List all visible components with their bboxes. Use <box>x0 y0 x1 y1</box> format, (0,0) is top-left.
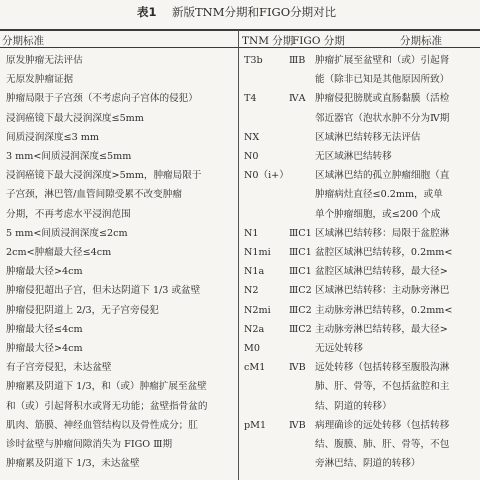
tnm-stage: N2 <box>244 285 259 297</box>
figo-header: FIGO 分期 <box>292 35 345 47</box>
right-criteria-line: 结、腹膜、肺、肝、骨等，不包 <box>315 439 450 450</box>
figo-stage: ⅢC1 <box>289 247 312 258</box>
right-criteria-line: 区域淋巴结转移：局限于盆腔淋 <box>315 227 450 239</box>
figo-stage: ⅢB <box>289 55 306 66</box>
tnm-stage: N1a <box>244 266 265 278</box>
column-divider <box>238 30 239 480</box>
left-criteria-line: 子宫颈，淋巴管/血管间隙受累不改变肿瘤 <box>6 189 182 201</box>
right-criteria-line: 旁淋巴结、阴道的转移） <box>315 458 421 470</box>
tnm-stage: N0（i+） <box>244 170 289 182</box>
right-criteria-line: 肿瘤侵犯膀胱或直肠黏膜（活检 <box>315 93 450 105</box>
right-criteria-line: 远处转移（包括转移至腹股沟淋 <box>315 362 450 374</box>
right-criteria-line: 区域淋巴结转移：主动脉旁淋巴 <box>315 285 450 297</box>
right-criteria-line: 邻近器官（泡状水肿不分为Ⅳ期 <box>315 112 450 124</box>
left-criteria-line: 间质浸润深度≤3 mm <box>6 131 99 143</box>
right-criteria-line: 肺、肝、骨等，不包括盆腔和主 <box>315 381 450 393</box>
left-criteria-line: 分期，不再考虑水平浸润范围 <box>6 208 131 220</box>
figo-stage: ⅣA <box>289 93 306 105</box>
right-criteria-line: 无远处转移 <box>315 343 363 354</box>
left-criteria-line: 浸润癌镜下最大浸润深度≤5mm <box>6 112 144 124</box>
left-criteria-line: 肿瘤最大径>4cm <box>6 343 83 354</box>
left-criteria-line: 无原发肿瘤证据 <box>6 74 74 86</box>
left-criteria-line: 诊时盆壁与肿瘤间隙消失为 FIGO Ⅲ期 <box>6 439 173 450</box>
right-criteria-line: 单个肿瘤细胞，或≤200 个成 <box>315 208 441 220</box>
figo-stage: ⅢC2 <box>289 285 312 297</box>
right-criteria-line: 主动脉旁淋巴结转移，0.2mm< <box>315 304 453 316</box>
tnm-stage: T4 <box>244 93 257 105</box>
table-number: 表1 <box>137 5 157 19</box>
left-criteria-line: 和（或）引起肾积水或肾无功能；盆壁指骨盆的 <box>6 400 208 412</box>
right-criteria-line: 盆腔区域淋巴结转移，0.2mm< <box>315 247 453 258</box>
left-criteria-line: 原发肿瘤无法评估 <box>6 55 83 66</box>
figo-stage: ⅢC2 <box>289 323 312 335</box>
tnm-header: TNM 分期 <box>242 35 294 47</box>
tnm-stage: T3b <box>244 55 263 66</box>
right-criteria-line: 无区域淋巴结转移 <box>315 151 392 162</box>
left-criteria-line: 浸润癌镜下最大浸润深度>5mm，肿瘤局限于 <box>6 170 202 182</box>
left-criteria-line: 2cm<肿瘤最大径≤4cm <box>6 247 112 258</box>
left-criteria-line: 肿瘤侵犯阴道上 2/3，无子宫旁侵犯 <box>6 304 159 316</box>
left-criteria-line: 5 mm<间质浸润深度≤2cm <box>6 227 128 239</box>
left-criteria-line: 有子宫旁侵犯，未达盆壁 <box>6 362 112 374</box>
right-criteria-line: 结、阴道的转移） <box>315 400 392 412</box>
tnm-stage: N0 <box>244 151 259 162</box>
top-rule <box>0 29 480 31</box>
figo-stage: ⅣB <box>289 362 306 374</box>
right-criteria-line: 主动脉旁淋巴结转移，最大径> <box>315 323 448 335</box>
left-criteria-line: 肿瘤局限于子宫颈（不考虑向子宫体的侵犯） <box>6 93 198 105</box>
right-criteria-line: 病理确诊的远处转移（包括转移 <box>315 419 450 431</box>
tnm-stage: cM1 <box>244 362 266 374</box>
figo-stage: ⅢC1 <box>289 266 312 278</box>
right-criteria-line: 能（除非已知是其他原因所致） <box>315 74 450 86</box>
table-caption: 新版TNM分期和FIGO分期对比 <box>172 5 337 19</box>
tnm-stage: N1 <box>244 227 259 239</box>
tnm-stage: N1mi <box>244 247 271 258</box>
left-header: 分期标准 <box>2 35 44 47</box>
left-criteria-line: 肿瘤累及阴道下 1/3，未达盆壁 <box>6 458 140 470</box>
right-criteria-line: 区域淋巴结的孤立肿瘤细胞（直 <box>315 170 450 182</box>
figo-stage: ⅢC2 <box>289 304 312 316</box>
criteria-header: 分期标准 <box>400 35 442 47</box>
right-criteria-line: 肿瘤病灶直径≤0.2mm，或单 <box>315 189 443 201</box>
left-criteria-line: 肿瘤累及阴道下 1/3，和（或）肿瘤扩展至盆壁 <box>6 381 207 393</box>
right-criteria-line: 肿瘤扩展至盆壁和（或）引起肾 <box>315 55 450 66</box>
left-criteria-line: 肿瘤最大径≤4cm <box>6 323 83 335</box>
tnm-stage: pM1 <box>244 419 267 431</box>
figo-stage: ⅢC1 <box>289 227 312 239</box>
tnm-stage: NX <box>244 131 260 143</box>
left-criteria-line: 肿瘤侵犯超出子宫，但未达阴道下 1/3 或盆壁 <box>6 285 201 297</box>
left-criteria-line: 3 mm<间质浸润深度≤5mm <box>6 151 132 162</box>
left-criteria-line: 肿瘤最大径>4cm <box>6 266 83 278</box>
tnm-stage: N2a <box>244 323 265 335</box>
tnm-stage: N2mi <box>244 304 271 316</box>
figo-stage: ⅣB <box>289 419 306 431</box>
tnm-stage: M0 <box>244 343 260 354</box>
right-criteria-line: 区域淋巴结转移无法评估 <box>315 131 421 143</box>
right-criteria-line: 盆腔区域淋巴结转移，最大径> <box>315 266 448 278</box>
left-criteria-line: 肌肉、筋膜、神经血管结构以及骨性成分；肛 <box>6 419 198 431</box>
